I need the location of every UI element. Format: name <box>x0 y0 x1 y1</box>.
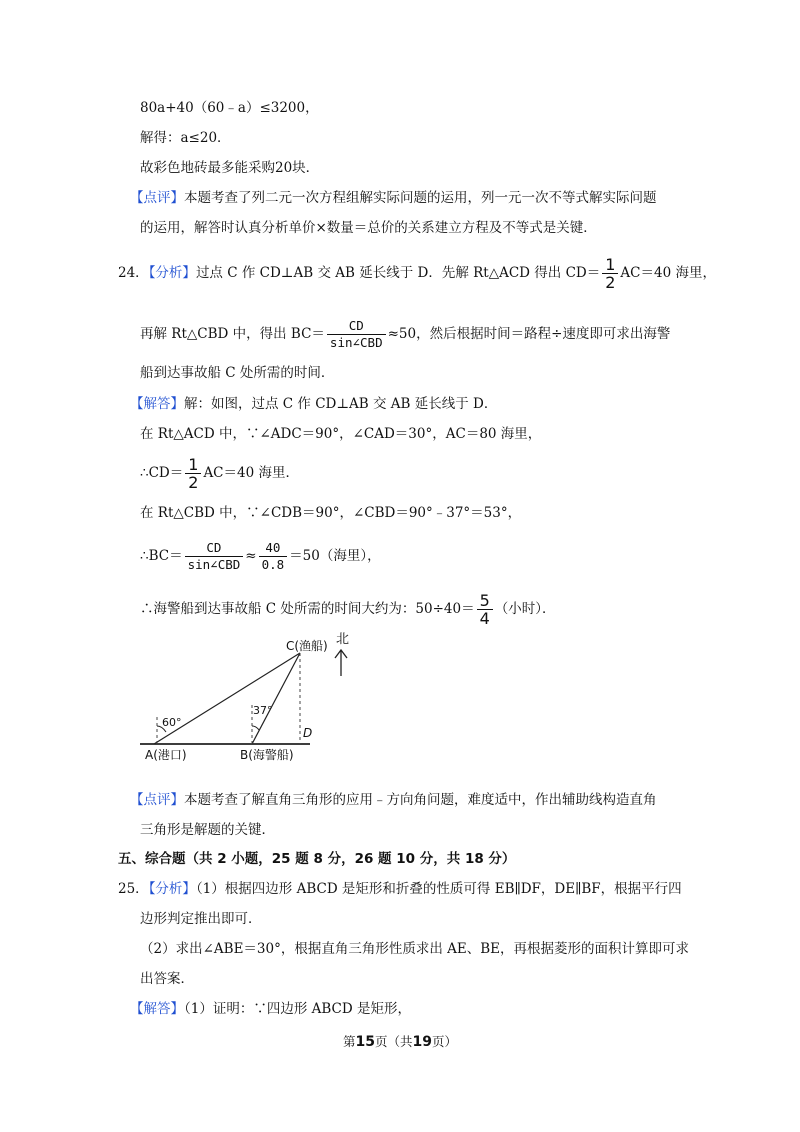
q24-answer-line4: 在 Rt△CBD 中，∵∠CDB＝90°，∠CBD＝90°﹣37°＝53°， <box>140 505 522 521</box>
footer-mid: 页（共 <box>374 1034 413 1049</box>
denominator: sin∠CBD <box>187 557 241 572</box>
label-north: 北 <box>336 632 350 647</box>
q25-analysis-line2: 边形判定推出即可． <box>140 911 262 927</box>
fraction-half-2 <box>185 456 201 491</box>
numerator: 40 <box>259 540 288 557</box>
answer-tag: 【解答】 <box>130 1001 184 1017</box>
numerator: CD <box>327 318 386 335</box>
q24-answer-text: 解：如图，过点 C 作 CD⊥AB 交 AB 延长线于 D． <box>184 396 498 412</box>
segment-ac <box>154 653 300 744</box>
q24-answer-time: ∴海警船到达事故船 C 处所需的时间大约为：50÷40＝ <box>140 601 475 617</box>
comment-23-cont: 的运用，解答时认真分析单价×数量＝总价的关系建立方程及不等式是关键． <box>140 220 597 236</box>
approx-sign: ≈ <box>245 548 257 564</box>
section-title-5: 五、综合题（共 2 小题，25 题 8 分，26 题 10 分，共 18 分） <box>118 851 516 867</box>
q24-answer-line5 <box>140 540 381 573</box>
comment-24-text: 本题考查了解直角三角形的应用﹣方向角问题，难度适中，作出辅助线构造直角 <box>184 792 657 808</box>
q25-answer-line1 <box>130 999 411 1019</box>
footer-suffix: 页） <box>431 1034 457 1049</box>
label-b: B(海警船) <box>240 748 294 762</box>
fraction-half <box>602 256 618 291</box>
total-pages: 19 <box>412 1034 432 1050</box>
q24-analysis-line1 <box>118 256 716 291</box>
q25-analysis-text: （1）根据四边形 ABCD 是矩形和折叠的性质可得 EB∥DF，DE∥BF，根据平行四 <box>195 881 682 897</box>
label-a: A(港口) <box>145 748 187 762</box>
question-number-24: 24． <box>118 265 149 281</box>
denominator: 4 <box>479 609 490 628</box>
q24-answer-bc-result: ＝50（海里）， <box>289 548 381 564</box>
q24-answer-line2: 在 Rt△ACD 中，∵∠ADC＝90°，∠CAD＝30°，AC＝80 海里， <box>140 426 542 442</box>
answer-tag: 【解答】 <box>130 396 184 412</box>
q24-analysis-text: 过点 C 作 CD⊥AB 交 AB 延长线于 D．先解 Rt△ACD 得出 CD＝ <box>195 265 601 281</box>
q24-answer-line3 <box>140 456 299 491</box>
footer-prefix: 第 <box>342 1034 356 1049</box>
q24-answer-cd-b: AC＝40 海里． <box>203 465 299 481</box>
question-number-25: 25． <box>118 881 149 897</box>
page-footer <box>0 1032 800 1050</box>
label-angle-60: 60° <box>162 716 182 729</box>
comment-23 <box>130 188 657 208</box>
q24-analysis-text2: 再解 Rt△CBD 中，得出 BC＝ <box>140 326 325 342</box>
comment-tag: 【点评】 <box>130 792 184 808</box>
line-solve: 解得：a≤20． <box>140 130 231 146</box>
q25-analysis-line1 <box>118 879 682 899</box>
q24-analysis-text2b: ≈50，然后根据时间＝路程÷速度即可求出海警 <box>387 326 671 342</box>
label-c: C(渔船) <box>286 639 328 653</box>
q24-analysis-line3: 船到达事故船 C 处所需的时间． <box>140 365 335 381</box>
q24-answer-time-unit: （小时）． <box>494 601 556 617</box>
analysis-tag: 【分析】 <box>148 265 196 281</box>
comment-tag: 【点评】 <box>130 190 184 206</box>
comment-24-cont: 三角形是解题的关键． <box>140 822 275 838</box>
q25-analysis-line3: （2）求出∠ABE＝30°，根据直角三角形性质求出 AE、BE，再根据菱形的面积计算即可求 <box>140 941 690 957</box>
label-d: D <box>303 726 313 740</box>
q25-analysis-line4: 出答案． <box>140 971 194 987</box>
denominator: 0.8 <box>261 557 285 572</box>
analysis-tag: 【分析】 <box>148 881 196 897</box>
numerator: 5 <box>477 592 493 610</box>
denominator: 2 <box>188 473 199 492</box>
fraction-40-08 <box>259 540 288 573</box>
numerator: CD <box>185 540 244 557</box>
line-conclusion: 故彩色地砖最多能采购20块． <box>140 160 320 176</box>
comment-23-text: 本题考查了列二元一次方程组解实际问题的运用，列一元一次不等式解实际问题 <box>184 190 657 206</box>
segment-bc <box>252 653 300 744</box>
q24-answer-line6 <box>140 592 556 627</box>
angle-arc-b <box>252 726 259 730</box>
numerator: 1 <box>602 256 618 274</box>
comment-24 <box>130 790 657 810</box>
q24-answer-line1 <box>130 394 497 414</box>
q24-answer-bc: ∴BC＝ <box>140 548 183 564</box>
current-page: 15 <box>355 1034 375 1050</box>
numerator: 1 <box>185 456 201 474</box>
q24-analysis-text-b: AC＝40 海里， <box>620 265 716 281</box>
q24-analysis-line2 <box>140 318 670 351</box>
geometry-figure <box>140 626 380 771</box>
line-inequality: 80a+40（60﹣a）≤3200， <box>140 100 319 116</box>
fraction-5-4 <box>477 592 493 627</box>
denominator: sin∠CBD <box>329 335 383 350</box>
denominator: 2 <box>605 273 616 292</box>
fraction-cd-sin <box>327 318 386 351</box>
q24-answer-cd: ∴CD＝ <box>140 465 184 481</box>
fraction-cd-sin-2 <box>185 540 244 573</box>
label-angle-37: 37° <box>253 704 273 717</box>
q25-answer-text: （1）证明：∵四边形 ABCD 是矩形， <box>184 1001 411 1017</box>
